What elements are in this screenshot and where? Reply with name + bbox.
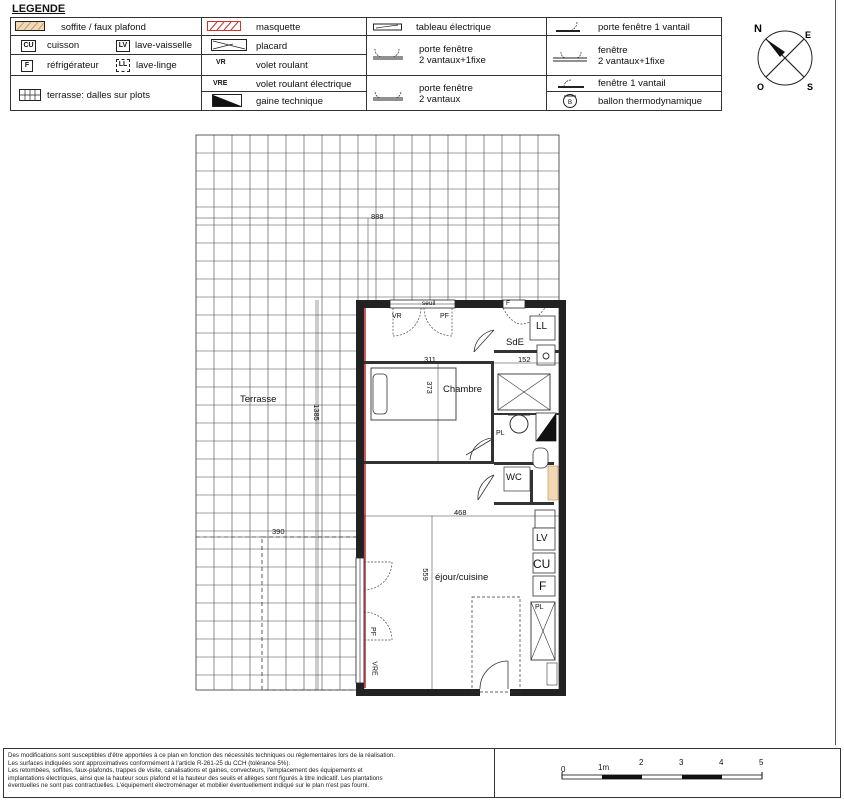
compass-n: N <box>754 23 762 35</box>
legend-ballon: ballon thermodynamique <box>598 96 703 107</box>
vre-symbol: VRE <box>213 80 228 87</box>
scale-label: 5 <box>759 758 764 767</box>
label-vr: VR <box>392 313 402 320</box>
dim-468: 468 <box>454 508 467 517</box>
ll-symbol: LL <box>116 59 130 72</box>
ballon <box>510 415 528 433</box>
cu-symbol: CU <box>21 40 36 52</box>
f-symbol: F <box>21 60 33 72</box>
label-seuil: seuil <box>422 300 436 307</box>
legend-title: LEGENDE <box>12 3 66 15</box>
label-pl-sde: PL <box>496 430 505 437</box>
footer-note: Les surfaces indiquées sont approximatives conformément à l'article R-261-25 du CCH (tolérance 5%). <box>8 759 291 767</box>
legend-fen-2v1f-line1: fenêtre <box>598 45 628 56</box>
compass-o: O <box>757 82 765 92</box>
room-sde: SdE <box>506 337 524 348</box>
label-ll: LL <box>536 321 548 332</box>
footer-note: Les retombées, soffites, faux-plafonds, trappes de visite, canalisations et gaines, convecteurs, l'emplacement des équipements et <box>8 767 363 775</box>
dim-390: 390 <box>272 527 285 536</box>
label-pf-top: PF <box>440 313 449 320</box>
footer <box>3 748 841 798</box>
legend-placard: placard <box>256 41 288 52</box>
label-f-top: F <box>506 300 510 307</box>
scale-label: 4 <box>719 758 724 767</box>
svg-text:B: B <box>567 100 573 106</box>
legend-masquette: masquette <box>256 22 301 33</box>
compass-s: S <box>807 82 814 92</box>
legend-volet-roulant-elec: volet roulant électrique <box>256 79 352 90</box>
legend-fen-1v: fenêtre 1 vantail <box>598 78 666 89</box>
washbasin <box>537 345 555 365</box>
legend-volet-roulant: volet roulant <box>256 60 308 71</box>
vr-symbol: VR <box>216 59 226 66</box>
legend-cuisson: cuisson <box>47 40 80 51</box>
dim-152: 152 <box>518 355 531 364</box>
room-terrasse: Terrasse <box>240 394 277 405</box>
footer-notes <box>8 752 494 790</box>
sink <box>535 510 555 528</box>
label-vre: VRE <box>370 661 378 676</box>
room-sejour-cuisine: éjour/cuisine <box>435 572 489 583</box>
legend-pf-2v1f-line2: 2 vantaux+1fixe <box>419 55 486 66</box>
legend-pf-2v-line1: porte fenêtre <box>419 83 473 94</box>
legend-pf-2v-line2: 2 vantaux <box>419 94 461 105</box>
legend-pf-1v: porte fenêtre 1 vantail <box>598 22 690 33</box>
scale-label: 0 <box>561 765 566 774</box>
legend-tableau: tableau électrique <box>416 22 491 33</box>
footer-note: éventuelles ne sont pas contractuelles. L'équipement électroménager et mobilier éventuellement indiqué sur le plan n'est pas fourni. <box>8 782 370 790</box>
dim-311: 311 <box>424 355 436 364</box>
scale-label: 1m <box>598 763 610 772</box>
lv-symbol: LV <box>116 40 130 52</box>
wc-bowl <box>533 448 548 468</box>
dim-559: 559 <box>420 568 430 581</box>
scale-bar <box>544 753 784 793</box>
footer-note: Des modifications sont susceptibles d'être apportées à ce plan en fonction des nécessités techniques ou réglementaires lors de la réalisation. <box>8 752 396 759</box>
legend-refrigerateur: réfrigérateur <box>47 60 99 71</box>
legend-soffite: soffite / faux plafond <box>61 22 146 33</box>
scale-label: 3 <box>679 758 684 767</box>
label-lv: LV <box>536 533 548 544</box>
label-f: F <box>539 579 547 593</box>
label-cu: CU <box>533 557 551 571</box>
compass-e: E <box>805 30 812 40</box>
dim-373: 373 <box>424 381 434 394</box>
dim-1385: 1385 <box>311 404 321 421</box>
room-wc: WC <box>506 472 522 483</box>
dim-888: 888 <box>371 212 384 221</box>
legend-pf-2v1f-line1: porte fenêtre <box>419 44 473 55</box>
footer-note: implantations électriques, ainsi que la hauteur sous plafond et la hauteur des seuils et allèges sont figurés à titre indicatif. Les plantations <box>8 774 383 782</box>
legend-terrasse: terrasse: dalles sur plots <box>47 90 150 101</box>
legend-gaine: gaine technique <box>256 96 324 107</box>
room-chambre: Chambre <box>443 384 483 395</box>
scale-label: 2 <box>639 758 644 767</box>
label-pl-kitchen: PL <box>535 604 544 611</box>
legend-fen-2v1f-line2: 2 vantaux+1fixe <box>598 56 665 67</box>
legend-lave-vaisselle: lave-vaisselle <box>135 40 193 51</box>
legend-lave-linge: lave-linge <box>136 60 177 71</box>
label-pf-left: PF <box>368 627 376 636</box>
